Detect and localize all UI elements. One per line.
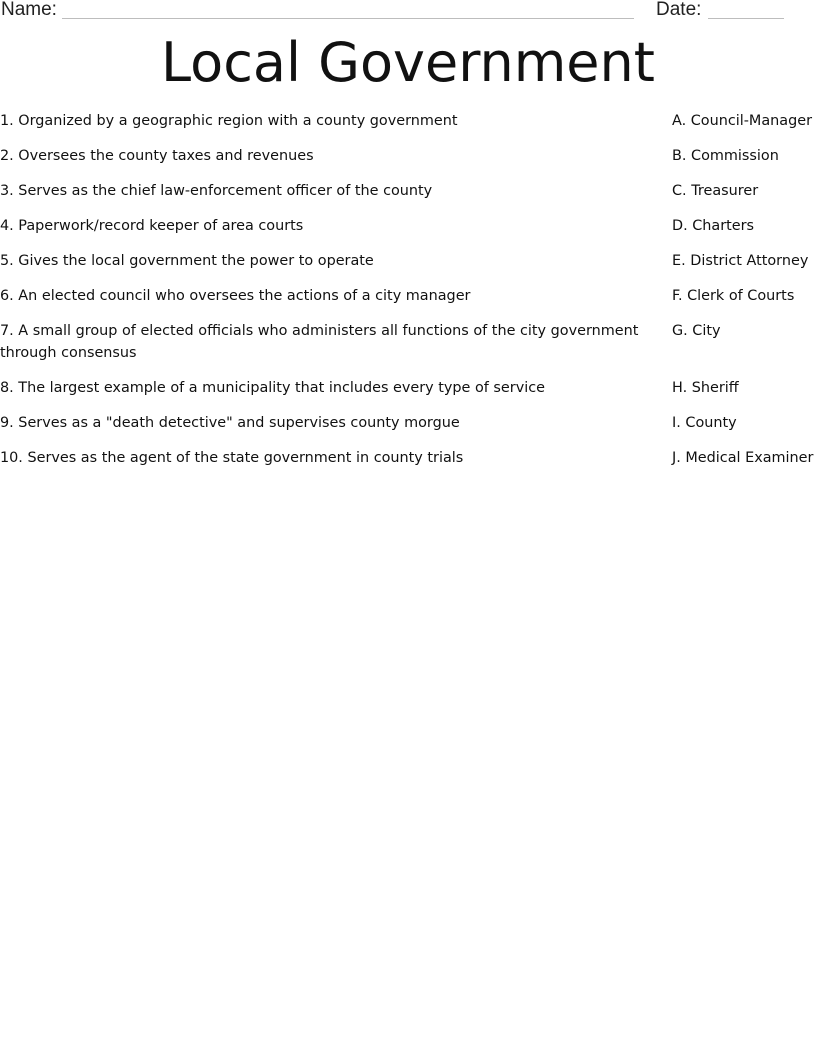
clue-text: 6. An elected council who oversees the actions of a city manager [0, 288, 471, 304]
matching-row [0, 145, 816, 167]
name-blank-line [62, 18, 634, 19]
clue-text: 7. A small group of elected officials who administers all functions of the city government through consensus [0, 323, 639, 361]
page-title: Local Government [161, 31, 655, 94]
clue-text: 1. Organized by a geographic region with a county government [0, 113, 458, 129]
answer-option: B. Commission [672, 148, 779, 164]
answer-option: D. Charters [672, 218, 755, 234]
clue-text: 4. Paperwork/record keeper of area courts [0, 218, 304, 234]
matching-row [0, 377, 816, 399]
answer-option: A. Council-Manager [672, 113, 813, 129]
answer-option: E. District Attorney [672, 253, 809, 269]
matching-row [0, 250, 816, 272]
matching-row [0, 285, 816, 307]
clue-text: 2. Oversees the county taxes and revenues [0, 148, 314, 164]
clue-text: 10. Serves as the agent of the state government in county trials [0, 450, 464, 466]
clue-text: 5. Gives the local government the power to operate [0, 253, 374, 269]
answer-option: I. County [672, 415, 737, 431]
matching-list [0, 110, 816, 482]
date-label: Date: [656, 0, 702, 20]
clue-text: 3. Serves as the chief law-enforcement officer of the county [0, 183, 433, 199]
date-blank-line [708, 18, 784, 19]
answer-option: F. Clerk of Courts [672, 288, 795, 304]
matching-row [0, 412, 816, 434]
matching-row [0, 110, 816, 132]
name-label: Name: [1, 0, 57, 20]
answer-option: J. Medical Examiner [672, 450, 814, 466]
matching-row [0, 180, 816, 202]
matching-row [0, 447, 816, 469]
answer-option: H. Sheriff [672, 380, 739, 396]
header-row [0, 0, 816, 24]
answer-option: G. City [672, 323, 721, 339]
matching-row [0, 215, 816, 237]
matching-row [0, 320, 816, 364]
clue-text: 8. The largest example of a municipality that includes every type of service [0, 380, 545, 396]
answer-option: C. Treasurer [672, 183, 759, 199]
clue-text: 9. Serves as a "death detective" and supervises county morgue [0, 415, 460, 431]
